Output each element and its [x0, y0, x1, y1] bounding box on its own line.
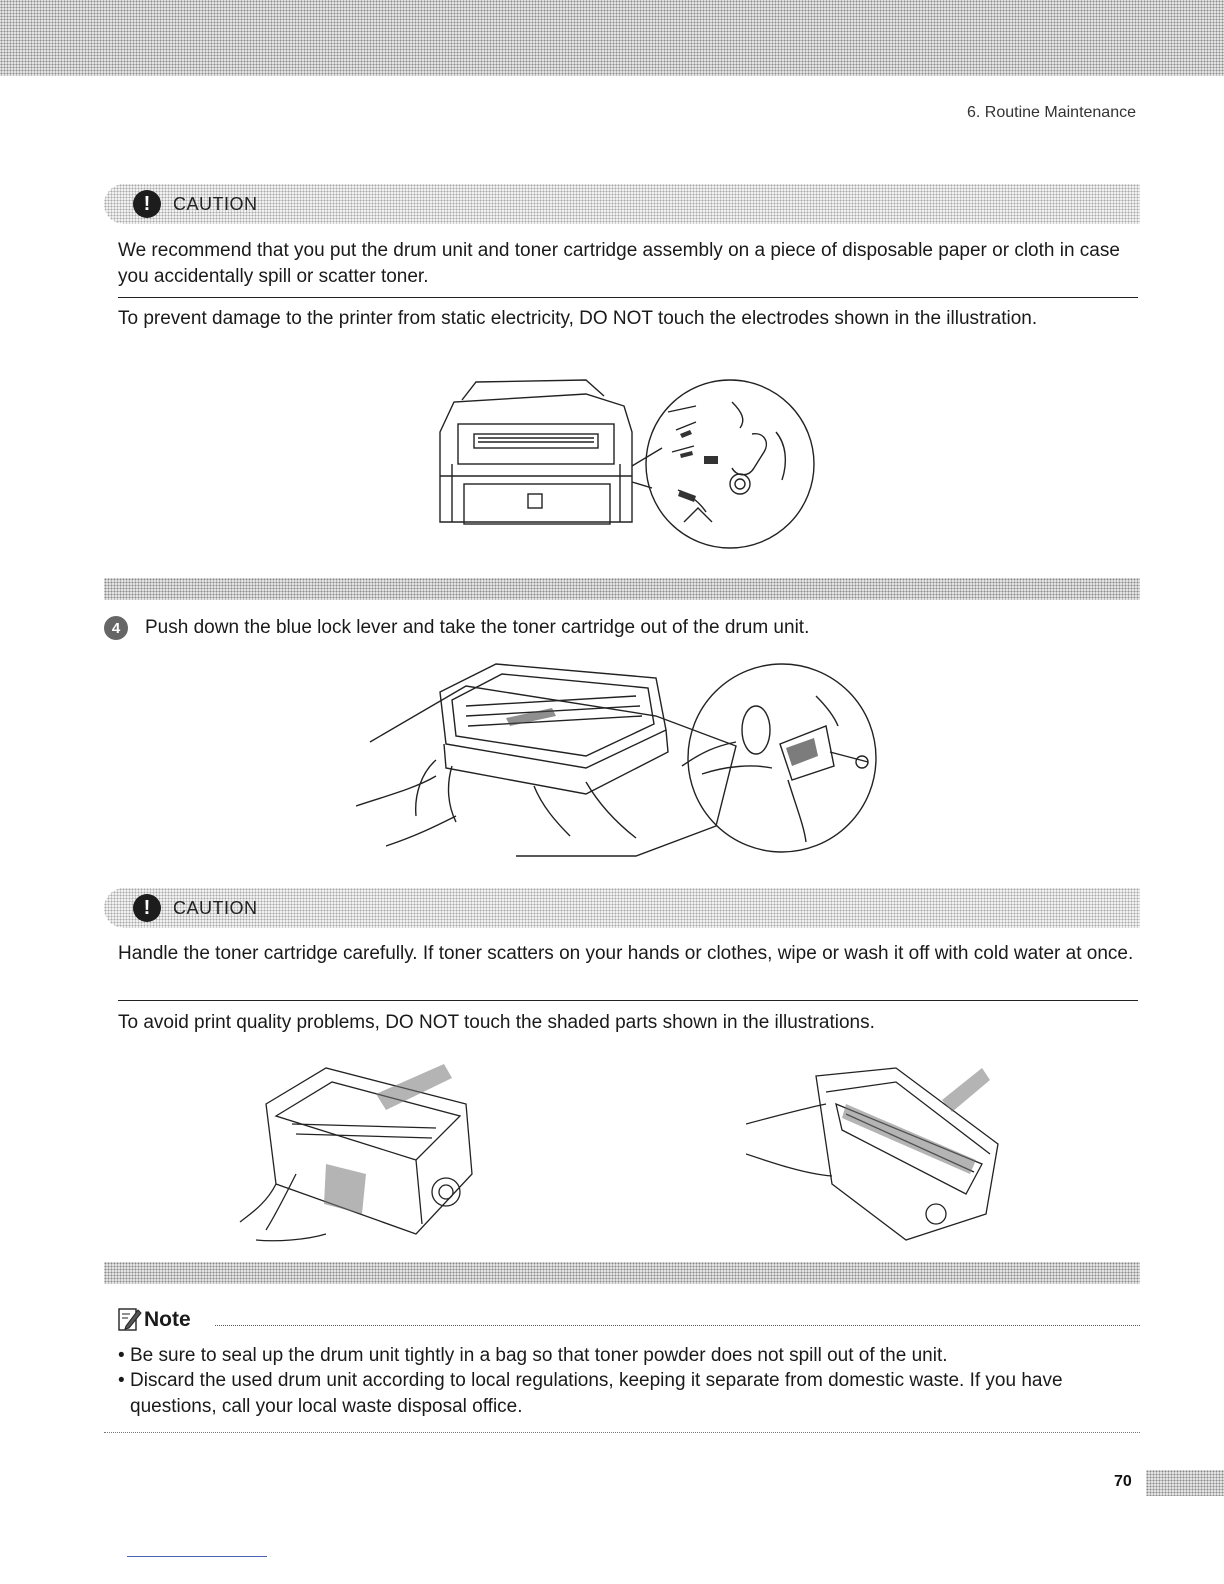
- drum-unit-illustration: [746, 1064, 1006, 1244]
- page-tab-pattern: [1146, 1470, 1224, 1496]
- exclamation-icon: !: [133, 190, 161, 218]
- caution-label: CAUTION: [173, 193, 258, 214]
- caution-banner: [104, 888, 1140, 928]
- remove-toner-illustration: [356, 656, 884, 866]
- note-header: [118, 1306, 1140, 1332]
- divider: [118, 1000, 1138, 1001]
- chapter-title: 6. Routine Maintenance: [967, 104, 1136, 121]
- step-4: [104, 616, 809, 640]
- divider: [118, 297, 1138, 298]
- printer-electrodes-illustration: [436, 372, 820, 558]
- caution-paragraph: Handle the toner cartridge carefully. If toner scatters on your hands or clothes, wipe or wash it off with cold water at once.: [118, 943, 1134, 964]
- note-bottom-rule: [104, 1432, 1140, 1433]
- exclamation-icon: !: [133, 894, 161, 922]
- step-instruction: Push down the blue lock lever and take the toner cartridge out of the drum unit.: [145, 617, 810, 638]
- pencil-note-icon: [118, 1306, 142, 1332]
- caution-label: CAUTION: [173, 897, 258, 918]
- note-item-text: Be sure to seal up the drum unit tightly in a bag so that toner powder does not spill out of the unit.: [130, 1345, 948, 1366]
- section-separator: [104, 578, 1140, 600]
- page-number: 70: [1114, 1473, 1132, 1490]
- note-item-text: Discard the used drum unit according to local regulations, keeping it separate from domestic waste. If you have questions, call your local waste disposal office.: [130, 1370, 1063, 1417]
- header-pattern-band: [0, 0, 1224, 76]
- note-dotted-rule: [215, 1325, 1140, 1326]
- section-separator: [104, 1262, 1140, 1284]
- caution-paragraph: To prevent damage to the printer from static electricity, DO NOT touch the electrodes shown in the illustration.: [118, 308, 1038, 329]
- caution-banner: [104, 184, 1140, 224]
- caution-paragraph: We recommend that you put the drum unit and toner cartridge assembly on a piece of disposable paper or cloth in case you accidentally spill or scatter toner.: [118, 240, 1120, 287]
- note-title: Note: [144, 1308, 191, 1331]
- note-item: • Be sure to seal up the drum unit tightly in a bag so that toner powder does not spill out of the unit.: [118, 1343, 1138, 1369]
- note-item: • Discard the used drum unit according to local regulations, keeping it separate from domestic waste. If you have questions, call your local waste disposal office.: [118, 1368, 1138, 1420]
- step-number-badge: 4: [104, 616, 128, 640]
- caution-paragraph: To avoid print quality problems, DO NOT touch the shaded parts shown in the illustrations.: [118, 1012, 875, 1033]
- footer-line: [127, 1556, 267, 1557]
- toner-cartridge-illustration: [236, 1064, 486, 1244]
